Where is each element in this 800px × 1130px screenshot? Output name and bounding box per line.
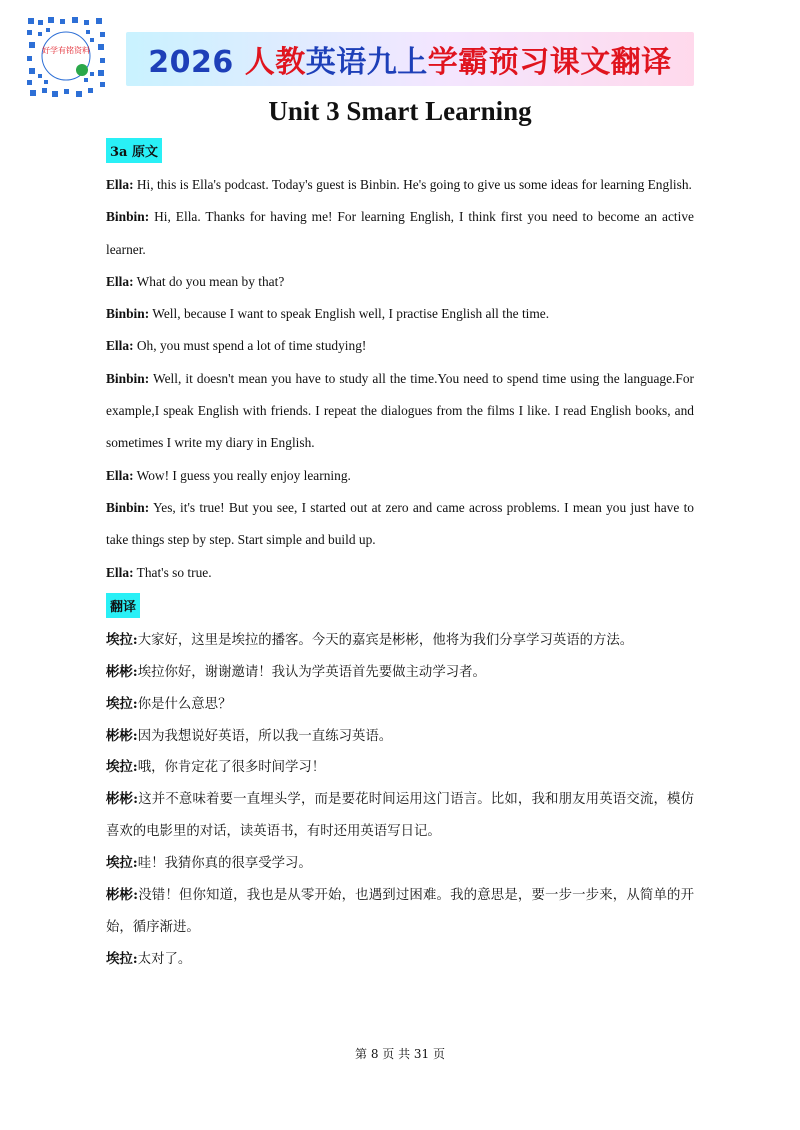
dialogue-text: Hi, Ella. Thanks for having me! For learning English, I think first you need to become an active learner. [106,209,694,257]
banner-subject: 英语九上 [305,45,428,80]
speaker-label: 彬彬: [106,727,138,744]
speaker-label: Ella: [106,564,134,580]
translation-line [106,689,694,721]
translation-text: 太对了。 [137,951,192,967]
speaker-label: Ella: [106,273,134,289]
qr-badge-text: 好学有铭资料 [42,46,90,55]
translation-text: 大家好，这里是埃拉的播客。今天的嘉宾是彬彬，他将为我们分享学习英语的方法。 [137,632,634,648]
speaker-label: Binbin: [106,370,150,386]
translation-line [106,752,694,784]
translation-text: 这并不意味着要一直埋头学，而是要花时间运用这门语言。比如，我和朋友用英语交流，模仿喜欢的电影里的对话，读英语书，有时还用英语写日记。 [106,792,694,840]
chinese-translation [106,625,694,976]
translation-line [106,721,694,753]
qr-code-icon [22,12,110,100]
speaker-label: Binbin: [106,209,150,225]
dialogue-text: That's so true. [133,564,212,580]
translation-line [106,784,694,848]
translation-text: 因为我想说好英语，所以我一直练习英语。 [137,728,393,744]
speaker-label: 埃拉: [106,695,138,712]
speaker-label: 彬彬: [106,663,138,680]
banner-title [148,37,671,81]
dialogue-text: What do you mean by that? [133,273,285,289]
banner-year: 2026 [148,45,234,80]
speaker-label: Ella: [106,177,134,192]
dialogue-line [106,363,694,460]
dialogue-line [106,266,694,298]
translation-tag: 翻译 [106,593,140,618]
speaker-label: 埃拉: [106,950,138,967]
header [22,12,694,100]
speaker-label: 埃拉: [106,855,138,872]
speaker-label: 彬彬: [106,887,139,904]
original-text-tag: 3a 原文 [106,138,162,163]
dialogue-line [106,492,694,557]
banner-subtitle: 学霸预习课文翻译 [427,45,672,80]
title-banner [126,32,694,86]
dialogue-text: Yes, it's true! But you see, I started out at zero and came across problems. I mean you just have to take things step by step. Start simple and build up. [106,499,694,548]
page-title: Unit 3 Smart Learning [268,96,532,126]
translation-line [106,848,694,880]
translation-line [106,880,694,944]
translation-text: 哇！我猜你真的很享受学习。 [137,856,312,872]
translation-line [106,625,694,657]
speaker-label: Binbin: [106,499,150,515]
dialogue-text: Oh, you must spend a lot of time studying! [133,338,367,354]
translation-line [106,944,694,976]
dialogue-line [106,169,694,201]
dialogue-line [106,557,694,589]
speaker-label: Ella: [106,338,134,354]
dialogue-text: Well, because I want to speak English well, I practise English all the time. [149,306,550,322]
speaker-label: Ella: [106,467,134,483]
speaker-label: 埃拉: [106,759,138,776]
speaker-label: 彬彬: [106,791,139,808]
translation-text: 埃拉你好，谢谢邀请！我认为学英语首先要做主动学习者。 [137,664,486,680]
dialogue-line [106,298,694,330]
translation-text: 你是什么意思？ [137,696,232,712]
dialogue-line [106,460,694,492]
speaker-label: 埃拉: [106,631,138,648]
dialogue-text: Well, it doesn't mean you have to study all the time.You need to spend time using the language.For example,I speak English with friends. I repeat the dialogues from the films I like. I read English books, and sometimes I write my diary in English. [106,370,694,451]
main-content [106,134,694,976]
translation-text: 哦，你肯定花了很多时间学习！ [137,760,326,776]
translation-line [106,657,694,689]
dialogue-line [106,201,694,266]
page-number: 第 8 页 共 31 页 [355,1047,445,1061]
english-dialogue [106,169,694,589]
dialogue-text: Wow! I guess you really enjoy learning. [133,467,351,483]
dialogue-line [106,330,694,362]
banner-publisher: 人教 [244,45,306,80]
speaker-label: Binbin: [106,306,150,322]
dialogue-text: Hi, this is Ella's podcast. Today's guest is Binbin. He's going to give us some ideas for learning English. [133,177,692,192]
translation-text: 没错！但你知道，我也是从零开始，也遇到过困难。我的意思是，要一步一步来，从简单的开始，循序渐进。 [106,888,694,936]
